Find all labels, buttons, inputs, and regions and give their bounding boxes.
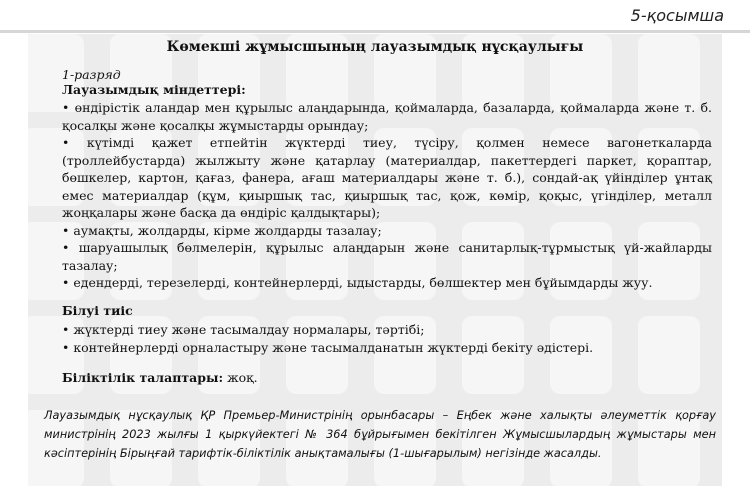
grade-label: 1-разряд <box>62 67 121 82</box>
list-item: • жүктерді тиеу және тасымалдау нормалары, тәртібі; <box>62 322 425 337</box>
list-item: • едендерді, терезелерді, контейнерлерді, ыдыстарды, бөлшектер мен бұйымдарды жуу. <box>62 275 653 290</box>
list-item: • шаруашылық бөлмелерін, құрылыс алаңдарын және санитарлық-тұрмыстық үй-жайларды тазалау; <box>62 240 712 273</box>
appendix-label: 5-қосымша <box>630 6 724 25</box>
knowledge-heading: Білуі тиіс <box>62 303 133 318</box>
list-item: • өндірістік аландар мен құрылыс алаңдарында, қоймаларда, базаларда, қоймаларда және т. б. қосалқы және қосалқы жұмыстарды орындау; <box>62 100 712 133</box>
duties-list <box>62 99 712 292</box>
page-header <box>0 0 750 34</box>
list-item: • контейнерлерді орналастыру және тасымалданатын жүктерді бекіту әдістері. <box>62 340 594 355</box>
duties-heading: Лауазымдық міндеттері: <box>62 82 246 97</box>
list-item: • күтімді қажет етпейтін жүктерді тиеу, түсіру, қолмен немесе вагонеткаларда (троллейбустарда) жылжыту және қатарлау (материалдар, пакеттердегі паркет, қораптар, бөшкелер, картон, қағаз, фанера, ағаш материалдары және т. б.), сондай-ақ үйінділер ұнтақ емес материалдар (құм, қиыршық тас, қиыршық тас, қож, көмір, қоқыс, үгінділер, металл жоңқалары және басқа да өндіріс қалдықтары); <box>62 135 712 220</box>
header-rule <box>0 30 750 33</box>
qualification-line <box>62 370 708 385</box>
knowledge-list <box>62 321 708 357</box>
document-title: Көмекші жұмысшының лауазымдық нұсқаулығы <box>166 39 584 55</box>
list-item: • аумақты, жолдарды, кірме жолдарды тазалау; <box>62 222 382 238</box>
source-footnote: Лауазымдық нұсқаулық ҚР Премьер-Министрінің орынбасары – Еңбек және халықты әлеуметтік қорғау министрінің 2023 жылғы 1 қыркүйектегі № 364 бұйрығымен бекітілген Жұмысшылардың жұмыстары мен кәсіптерінің Бірыңғай тарифтік-біліктілік анықтамалығы (1-шығарылым) негізінде жасалды. <box>44 409 716 460</box>
qualification-value: жоқ. <box>223 370 258 385</box>
qualification-heading: Біліктілік талаптары: <box>62 370 224 385</box>
document-panel <box>28 34 722 486</box>
